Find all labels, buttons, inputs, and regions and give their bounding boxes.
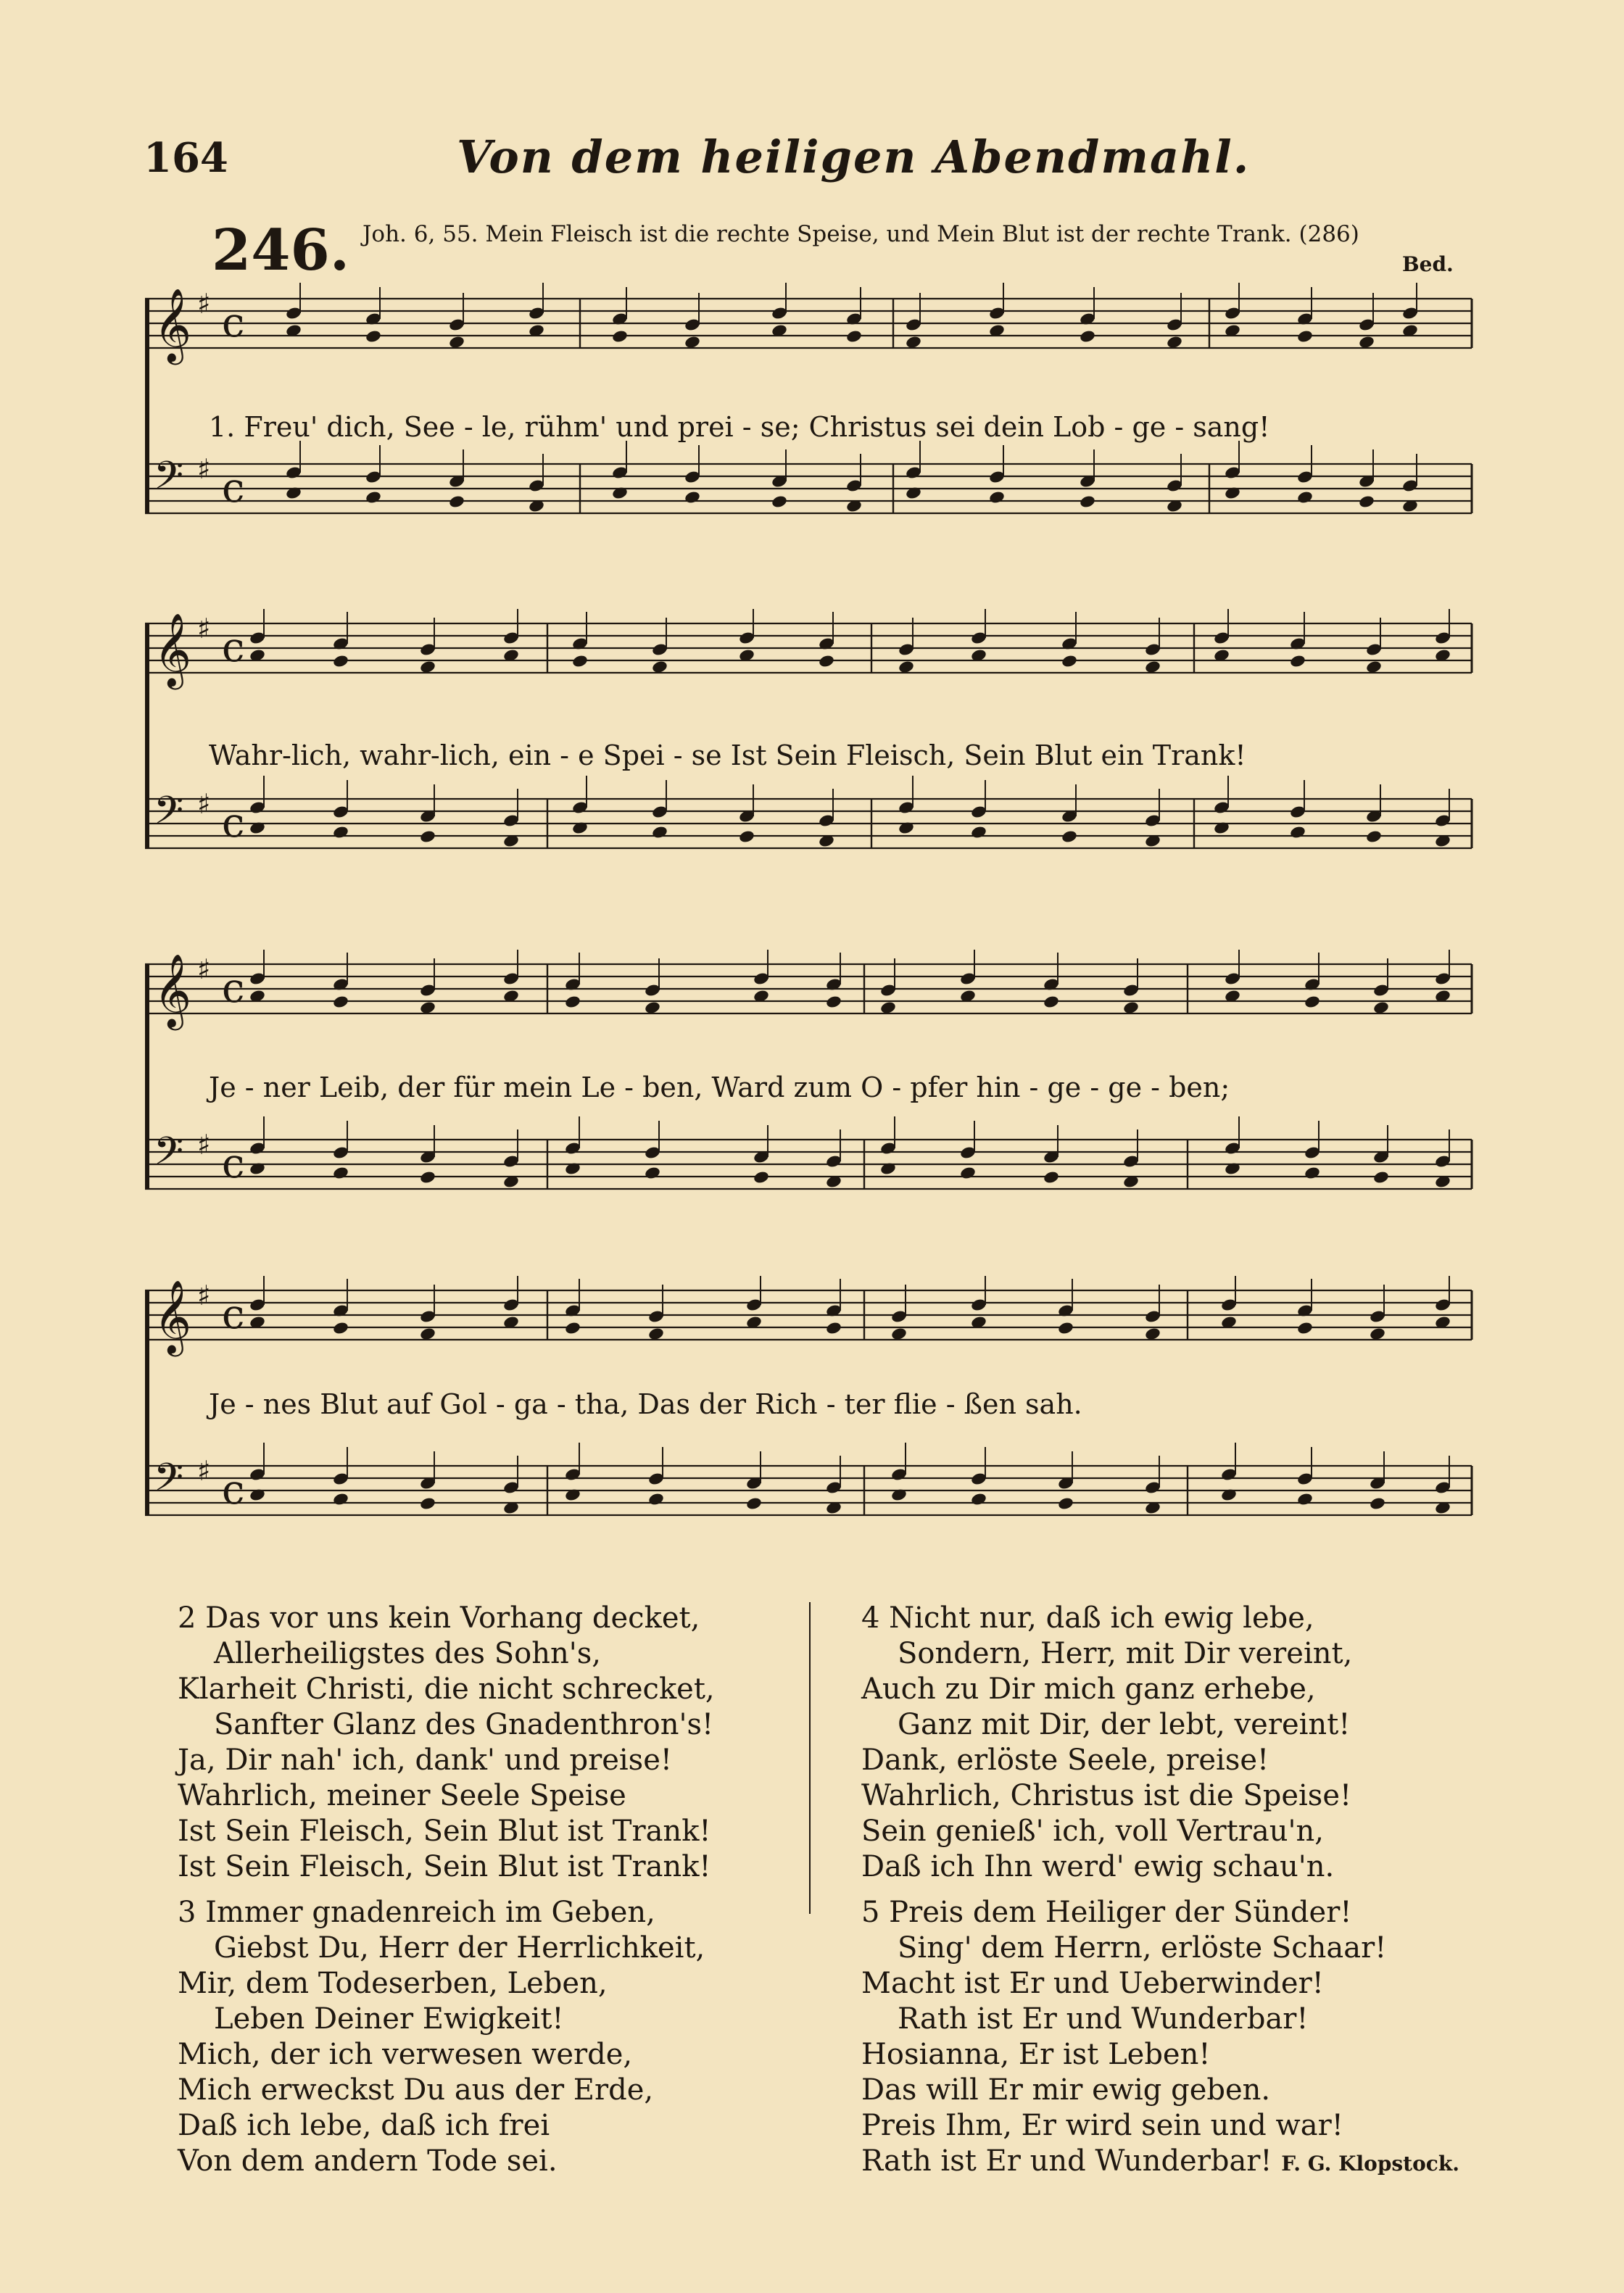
notehead [753,1170,770,1185]
notehead [419,829,436,844]
notehead [1057,1321,1074,1335]
notehead [684,490,701,505]
notehead [825,995,842,1009]
stanza-number: 3 [178,1896,196,1929]
common-time-icon: c [222,1291,245,1338]
notehead [332,1166,349,1180]
notehead [647,1492,665,1506]
stanza: 4 Nicht nur, daß ich ewig lebe, Sondern, Herr, mit Dir vereint, Auch zu Dir mich ganz erhebe, Ganz mit Dir, der lebt, vereint! Dank, erlöste Seele, preise! Wahrlich, Christus ist die Speise! Sein genieß' ich, voll Vertrau'n, Daß ich Ihn werd' ewig schau'n. [861,1601,1353,1883]
notehead [419,1170,436,1185]
notehead [332,654,349,668]
stanza-column-right [861,1601,1459,2192]
notehead [771,494,788,509]
notehead [738,829,755,844]
bass-clef-icon: 𝄢 [154,454,184,507]
notehead [448,494,465,509]
notehead [1296,1492,1314,1506]
notehead [1296,1321,1314,1335]
key-sharp-icon: ♯ [197,788,211,820]
treble-clef-icon: 𝄞 [154,612,192,687]
system-bracket [145,964,149,1189]
notehead [1057,1496,1074,1511]
running-title: Von dem heiligen Abendmahl. [457,130,1251,183]
page-number: 164 [144,134,228,182]
scripture-reference: Joh. 6, 55. Mein Fleisch ist die rechte Speise, und Mein Blut ist der rechte Trank. (286) [362,221,1359,247]
notehead [825,1321,842,1335]
notehead [1296,490,1314,505]
notehead [1358,494,1375,509]
system-bracket [145,299,149,513]
notehead [1289,825,1306,839]
key-sharp-icon: ♯ [197,1280,211,1311]
key-sharp-icon: ♯ [197,1455,211,1487]
notehead [970,1492,987,1506]
common-time-icon: c [222,800,245,847]
lyric-line: Je - ner Leib, der für mein Le - ben, Ward zum O - pfer hin - ge - ge - ben; [209,1071,1230,1103]
key-sharp-icon: ♯ [197,453,211,485]
lyric-line: Wahr-lich, wahr-lich, ein - e Spei - se Ist Sein Fleisch, Sein Blut ein Trank! [209,739,1246,771]
notehead [1372,1170,1390,1185]
stanza-number: 5 [861,1896,880,1929]
notehead [564,1321,581,1335]
notehead [745,1496,763,1511]
notehead [1079,494,1096,509]
common-time-icon: c [222,1140,245,1187]
bass-clef-icon: 𝄢 [154,789,184,842]
stanza: 5 Preis dem Heiliger der Sünder! Sing' dem Herrn, erlöste Schaar! Macht ist Er und Ueberwinder! Rath ist Er und Wunderbar! Hosianna, Er ist Leben! Das will Er mir ewig geben. Preis Ihm, Er wird sein und war! Rath ist Er und Wunderbar! F. G. Klopstock. [861,1896,1459,2178]
notehead [332,995,349,1009]
notehead [1061,654,1078,668]
common-time-icon: c [222,624,245,671]
stanza: 2 Das vor uns kein Vorhang decket, Allerheiligstes des Sohn's, Klarheit Christi, die nicht schrecket, Sanfter Glanz des Gnadenthron's! Ja, Dir nah' ich, dank' und preise! Wahrlich, meiner Seele Speise Ist Sein Fleisch, Sein Blut ist Trank! Ist Sein Fleisch, Sein Blut ist Trank! [178,1601,715,1883]
stanza-number: 4 [861,1601,880,1635]
score-staves [145,283,1472,513]
bass-clef-icon: 𝄢 [154,1129,184,1183]
notehead [959,1166,977,1180]
common-time-icon: c [222,299,245,347]
notehead [988,490,1006,505]
bass-clef-icon: 𝄢 [154,1456,184,1509]
notehead [1061,829,1078,844]
notehead [818,654,835,668]
notehead [332,1321,349,1335]
notehead [1365,829,1383,844]
common-time-icon: c [222,965,245,1012]
notehead [1289,654,1306,668]
notehead [1304,995,1321,1009]
system-bracket [145,623,149,848]
notehead [1079,329,1096,344]
notehead [571,654,589,668]
notehead [419,1496,436,1511]
notehead [845,329,863,344]
notehead [651,825,668,839]
notehead [1043,995,1060,1009]
notehead [332,1492,349,1506]
stanza-column-left [178,1601,715,2189]
lyric-line: Je - nes Blut auf Gol - ga - tha, Das der Rich - ter flie - ßen sah. [209,1388,1082,1420]
score-staves [145,609,1472,848]
notehead [611,329,629,344]
notehead [1043,1170,1060,1185]
notehead [332,825,349,839]
hymn-number: 246. [212,217,349,283]
notehead [1296,329,1314,344]
stanza: 3 Immer gnadenreich im Geben, Giebst Du, Herr der Herrlichkeit, Mir, dem Todeserben, Leben, Leben Deiner Ewigkeit! Mich, der ich verwesen werde, Mich erweckst Du aus der Erde, Daß ich lebe, daß ich frei Von dem andern Tode sei. [178,1896,705,2178]
score-staves [145,950,1472,1189]
notehead [1369,1496,1386,1511]
lyric-line: 1. Freu' dich, See - le, rühm' und prei - se; Christus sei dein Lob - ge - sang! [209,411,1270,443]
notehead [644,1166,661,1180]
system-bracket [145,1290,149,1515]
notehead [564,995,581,1009]
treble-clef-icon: 𝄞 [154,1279,192,1353]
notehead [365,490,382,505]
key-sharp-icon: ♯ [197,613,211,644]
music-system-4 [0,1276,1624,1566]
common-time-icon: c [222,1467,245,1514]
common-time-icon: c [222,465,245,512]
key-sharp-icon: ♯ [197,1129,211,1161]
notehead [970,825,987,839]
notehead [1304,1166,1321,1180]
key-sharp-icon: ♯ [197,953,211,985]
author-credit: F. G. Klopstock. [1281,2152,1459,2176]
tempo-mark: Bed. [1402,252,1454,276]
treble-clef-icon: 𝄞 [154,953,192,1027]
key-sharp-icon: ♯ [197,288,211,320]
stanza-number: 2 [178,1601,196,1635]
treble-clef-icon: 𝄞 [154,287,192,362]
notehead [365,329,382,344]
column-divider [809,1602,811,1914]
